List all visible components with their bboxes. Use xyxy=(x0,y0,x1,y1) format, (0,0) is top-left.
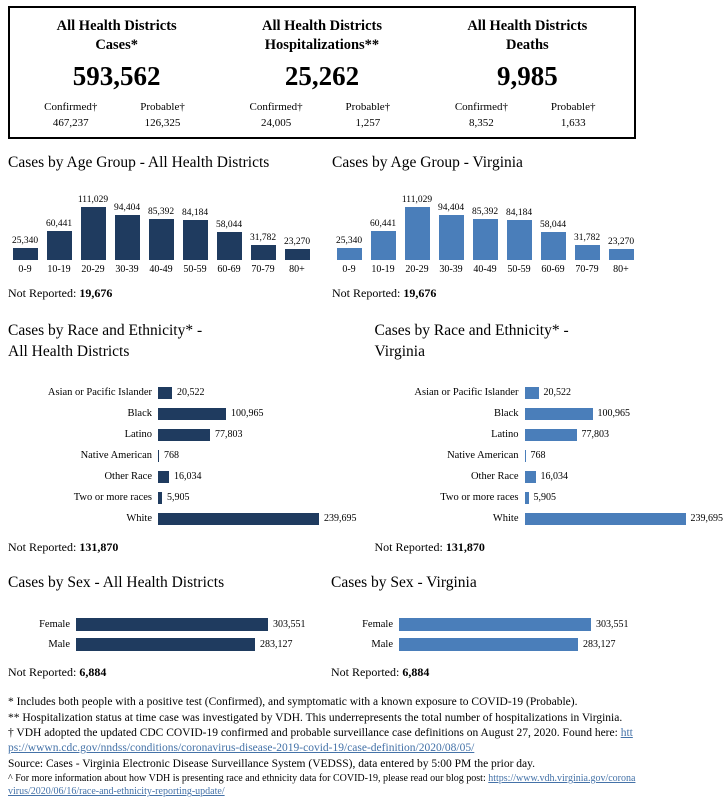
bar-plot xyxy=(375,382,723,529)
sex-chart-virginia xyxy=(331,567,636,680)
summary-box xyxy=(8,6,636,139)
card-sub-row xyxy=(219,101,424,129)
bar-Latino[interactable] xyxy=(525,429,577,441)
bar-group xyxy=(280,237,314,260)
probable-stat xyxy=(538,101,608,129)
bar-group xyxy=(8,236,42,260)
not-reported: Not Reported: 131,870 xyxy=(8,540,357,555)
bar-row xyxy=(375,487,723,508)
category-label: Male xyxy=(331,639,399,650)
bar-value-label: 84,184 xyxy=(182,208,208,218)
card-title xyxy=(219,17,424,55)
race-chart-virginia xyxy=(375,315,723,556)
category-label: 80+ xyxy=(604,264,638,275)
category-label: Other Race xyxy=(375,471,525,482)
category-axis xyxy=(332,264,638,275)
bar-row xyxy=(375,466,723,487)
bar-Native American[interactable] xyxy=(158,450,159,462)
category-label: 40-49 xyxy=(144,264,178,275)
probable-value: 1,257 xyxy=(333,117,403,129)
not-reported-value: 19,676 xyxy=(403,286,436,300)
confirmed-stat xyxy=(446,101,516,129)
bar-row xyxy=(8,403,357,424)
sex-section xyxy=(8,567,636,680)
chart-title: Cases by Sex - Virginia xyxy=(331,573,636,594)
bar-Latino[interactable] xyxy=(158,429,210,441)
category-label: 0-9 xyxy=(8,264,42,275)
bar-row xyxy=(375,508,723,529)
category-label: Asian or Pacific Islander xyxy=(8,387,158,398)
bar-value-label: 94,404 xyxy=(438,203,464,213)
bar-70-79[interactable] xyxy=(251,245,276,260)
not-reported: Not Reported: 19,676 xyxy=(332,286,638,301)
bar-row xyxy=(8,508,357,529)
bar-10-19[interactable] xyxy=(371,231,396,260)
bar-row xyxy=(8,466,357,487)
bar-value-label: 20,522 xyxy=(177,387,205,398)
hospitalizations-total: 25,262 xyxy=(219,61,424,92)
bar-Male[interactable] xyxy=(399,638,578,651)
bar-value-label: 303,551 xyxy=(273,619,306,630)
probable-label: Probable† xyxy=(128,101,198,113)
bar-value-label: 768 xyxy=(164,450,179,461)
bar-group xyxy=(434,203,468,260)
bar-value-label: 25,340 xyxy=(336,236,362,246)
not-reported: Not Reported: 131,870 xyxy=(375,540,723,555)
bar-Native American[interactable] xyxy=(525,450,526,462)
footnote-cdc-text: † VDH adopted the updated CDC COVID-19 confirmed and probable surveillance case definitions on August 27, 2020. Found here: xyxy=(8,727,621,739)
bar-value-label: 303,551 xyxy=(596,619,629,630)
card-title-line1: All Health Districts xyxy=(219,17,424,36)
category-label: Native American xyxy=(8,450,158,461)
bar-value-label: 5,905 xyxy=(534,492,557,503)
not-reported: Not Reported: 6,884 xyxy=(331,665,636,680)
category-label: 70-79 xyxy=(570,264,604,275)
bar-White[interactable] xyxy=(158,513,319,525)
race-chart-all-health-districts xyxy=(8,315,357,556)
bar-value-label: 60,441 xyxy=(370,219,396,229)
age-chart-virginia xyxy=(332,147,638,301)
bar-row xyxy=(375,445,723,466)
category-label: 10-19 xyxy=(366,264,400,275)
confirmed-stat xyxy=(241,101,311,129)
chart-title: Cases by Age Group - All Health Districts xyxy=(8,153,314,174)
summary-card-cases xyxy=(14,17,219,129)
confirmed-stat xyxy=(36,101,106,129)
bar-50-59[interactable] xyxy=(183,220,208,260)
bar-group xyxy=(400,195,434,260)
confirmed-label: Confirmed† xyxy=(446,101,516,113)
bar-value-label: 77,803 xyxy=(215,429,243,440)
bar-50-59[interactable] xyxy=(507,220,532,260)
bar-40-49[interactable] xyxy=(473,219,498,260)
bar-row xyxy=(375,382,723,403)
bar-row xyxy=(375,403,723,424)
footnote-race-blog xyxy=(8,772,636,799)
bar-Female[interactable] xyxy=(399,618,591,631)
bar-row xyxy=(331,614,636,634)
chart-title: Cases by Race and Ethnicity* - All Health Districts xyxy=(8,321,357,363)
chart-title: Cases by Race and Ethnicity* - Virginia xyxy=(375,321,723,363)
bar-value-label: 85,392 xyxy=(472,207,498,217)
not-reported-value: 6,884 xyxy=(402,665,429,679)
bar-value-label: 100,965 xyxy=(598,408,631,419)
category-label: 50-59 xyxy=(502,264,536,275)
cdc-case-definition-link[interactable]: https://wwwn.cdc.gov/nndss/conditions/coronavirus-disease-2019-covid-19/case-definition/2020/08/05/ xyxy=(8,727,633,754)
category-label: Male xyxy=(8,639,76,650)
bar-value-label: 16,034 xyxy=(174,471,202,482)
category-label: Black xyxy=(375,408,525,419)
category-label: 70-79 xyxy=(246,264,280,275)
category-label: Black xyxy=(8,408,158,419)
bar-value-label: 239,695 xyxy=(324,513,357,524)
race-ethnicity-blog-link[interactable]: https://www.vdh.virginia.gov/coronavirus/2020/06/16/race-and-ethnicity-reporting-update/ xyxy=(8,773,635,798)
bar-group xyxy=(468,207,502,260)
card-title xyxy=(14,17,219,55)
bar-0-9[interactable] xyxy=(13,248,38,260)
bar-White[interactable] xyxy=(525,513,686,525)
category-label: Latino xyxy=(8,429,158,440)
cases-total: 593,562 xyxy=(14,61,219,92)
category-label: Asian or Pacific Islander xyxy=(375,387,525,398)
bar-value-label: 283,127 xyxy=(260,639,293,650)
bar-value-label: 85,392 xyxy=(148,207,174,217)
bar-value-label: 16,034 xyxy=(541,471,569,482)
card-title-line2: Deaths xyxy=(425,36,630,55)
category-label: Two or more races xyxy=(8,492,158,503)
card-title xyxy=(425,17,630,55)
bar-value-label: 25,340 xyxy=(12,236,38,246)
probable-value: 1,633 xyxy=(538,117,608,129)
category-label: 20-29 xyxy=(400,264,434,275)
bar-value-label: 100,965 xyxy=(231,408,264,419)
confirmed-value: 467,237 xyxy=(36,117,106,129)
bar-plot xyxy=(8,382,357,529)
bar-plot xyxy=(8,614,313,654)
bar-value-label: 768 xyxy=(531,450,546,461)
age-section xyxy=(8,147,636,301)
bar-value-label: 239,695 xyxy=(691,513,723,524)
bar-Black[interactable] xyxy=(158,408,226,420)
bar-value-label: 23,270 xyxy=(608,237,634,247)
category-label: 60-69 xyxy=(536,264,570,275)
bar-70-79[interactable] xyxy=(575,245,600,260)
category-label: 10-19 xyxy=(42,264,76,275)
category-label: Two or more races xyxy=(375,492,525,503)
probable-stat xyxy=(128,101,198,129)
race-section xyxy=(8,315,636,556)
chart-title: Cases by Age Group - Virginia xyxy=(332,153,638,174)
bar-value-label: 20,522 xyxy=(544,387,572,398)
bar-value-label: 84,184 xyxy=(506,208,532,218)
card-title-line1: All Health Districts xyxy=(425,17,630,36)
not-reported: Not Reported: 6,884 xyxy=(8,665,313,680)
bar-group xyxy=(42,219,76,260)
bar-group xyxy=(604,237,638,260)
bar-row xyxy=(8,445,357,466)
bar-Other Race[interactable] xyxy=(158,471,169,483)
not-reported-value: 131,870 xyxy=(446,540,485,554)
bar-80+[interactable] xyxy=(609,249,634,260)
deaths-total: 9,985 xyxy=(425,61,630,92)
bar-row xyxy=(375,424,723,445)
bar-10-19[interactable] xyxy=(47,231,72,260)
category-label: 80+ xyxy=(280,264,314,275)
probable-label: Probable† xyxy=(538,101,608,113)
card-sub-row xyxy=(14,101,219,129)
age-chart-all-health-districts xyxy=(8,147,314,301)
bar-Asian or Pacific Islander[interactable] xyxy=(525,387,539,399)
bar-Asian or Pacific Islander[interactable] xyxy=(158,387,172,399)
bar-value-label: 111,029 xyxy=(78,195,108,205)
confirmed-value: 24,005 xyxy=(241,117,311,129)
bar-value-label: 31,782 xyxy=(250,233,276,243)
bar-group xyxy=(366,219,400,260)
category-label: 0-9 xyxy=(332,264,366,275)
bar-Two or more races[interactable] xyxy=(525,492,529,504)
bar-value-label: 5,905 xyxy=(167,492,190,503)
bar-0-9[interactable] xyxy=(337,248,362,260)
bar-Black[interactable] xyxy=(525,408,593,420)
bar-value-label: 283,127 xyxy=(583,639,616,650)
bar-value-label: 58,044 xyxy=(216,220,242,230)
chart-title: Cases by Sex - All Health Districts xyxy=(8,573,313,594)
bar-group xyxy=(76,195,110,260)
bar-40-49[interactable] xyxy=(149,219,174,260)
bar-group xyxy=(502,208,536,260)
category-label: Female xyxy=(8,619,76,630)
category-label: 40-49 xyxy=(468,264,502,275)
sex-chart-all-health-districts xyxy=(8,567,313,680)
bar-value-label: 111,029 xyxy=(402,195,432,205)
category-axis xyxy=(8,264,314,275)
category-label: Latino xyxy=(375,429,525,440)
bar-plot xyxy=(332,195,638,260)
category-label: White xyxy=(8,513,158,524)
card-title-line1: All Health Districts xyxy=(14,17,219,36)
category-label: 50-59 xyxy=(178,264,212,275)
probable-label: Probable† xyxy=(333,101,403,113)
bar-row xyxy=(8,424,357,445)
bar-60-69[interactable] xyxy=(541,232,566,260)
footnote-hospitalizations: ** Hospitalization status at time case was investigated by VDH. This underrepresents the total number of hospitalizations in Virginia. xyxy=(8,711,636,726)
category-label: Other Race xyxy=(8,471,158,482)
bar-Male[interactable] xyxy=(76,638,255,651)
bar-value-label: 23,270 xyxy=(284,237,310,247)
bar-value-label: 77,803 xyxy=(582,429,610,440)
bar-value-label: 58,044 xyxy=(540,220,566,230)
category-label: 30-39 xyxy=(110,264,144,275)
bar-value-label: 31,782 xyxy=(574,233,600,243)
bar-30-39[interactable] xyxy=(115,215,140,260)
bar-Female[interactable] xyxy=(76,618,268,631)
bar-Two or more races[interactable] xyxy=(158,492,162,504)
bar-group xyxy=(536,220,570,260)
category-label: White xyxy=(375,513,525,524)
not-reported-value: 6,884 xyxy=(79,665,106,679)
bar-Other Race[interactable] xyxy=(525,471,536,483)
confirmed-label: Confirmed† xyxy=(241,101,311,113)
summary-card-deaths xyxy=(425,17,630,129)
bar-group xyxy=(332,236,366,260)
bar-plot xyxy=(331,614,636,654)
bar-20-29[interactable] xyxy=(81,207,106,260)
not-reported-value: 131,870 xyxy=(79,540,118,554)
bar-value-label: 94,404 xyxy=(114,203,140,213)
bar-row xyxy=(331,634,636,654)
bar-row xyxy=(8,614,313,634)
probable-stat xyxy=(333,101,403,129)
card-title-line2: Cases* xyxy=(14,36,219,55)
confirmed-value: 8,352 xyxy=(446,117,516,129)
card-title-line2: Hospitalizations** xyxy=(219,36,424,55)
bar-60-69[interactable] xyxy=(217,232,242,260)
bar-80+[interactable] xyxy=(285,249,310,260)
bar-group xyxy=(246,233,280,260)
card-sub-row xyxy=(425,101,630,129)
footnotes xyxy=(8,695,636,798)
not-reported-value: 19,676 xyxy=(79,286,112,300)
footnote-source: Source: Cases - Virginia Electronic Disease Surveillance System (VEDSS), data entered by 5:00 PM the prior day. xyxy=(8,757,636,772)
bar-value-label: 60,441 xyxy=(46,219,72,229)
bar-group xyxy=(212,220,246,260)
bar-plot xyxy=(8,195,314,260)
category-label: Female xyxy=(331,619,399,630)
footnote-blog-text: ^ For more information about how VDH is presenting race and ethnicity data for COVID-19, please read our blog post: xyxy=(8,773,488,784)
bar-group xyxy=(178,208,212,260)
footnote-cases-definition: * Includes both people with a positive test (Confirmed), and symptomatic with a known exposure to COVID-19 (Probable). xyxy=(8,695,636,710)
bar-group xyxy=(144,207,178,260)
bar-30-39[interactable] xyxy=(439,215,464,260)
footnote-cdc-definitions xyxy=(8,726,636,757)
confirmed-label: Confirmed† xyxy=(36,101,106,113)
not-reported: Not Reported: 19,676 xyxy=(8,286,314,301)
category-label: 20-29 xyxy=(76,264,110,275)
bar-row xyxy=(8,487,357,508)
bar-group xyxy=(110,203,144,260)
bar-row xyxy=(8,634,313,654)
bar-group xyxy=(570,233,604,260)
probable-value: 126,325 xyxy=(128,117,198,129)
bar-20-29[interactable] xyxy=(405,207,430,260)
summary-card-hospitalizations xyxy=(219,17,424,129)
bar-row xyxy=(8,382,357,403)
category-label: Native American xyxy=(375,450,525,461)
category-label: 30-39 xyxy=(434,264,468,275)
category-label: 60-69 xyxy=(212,264,246,275)
